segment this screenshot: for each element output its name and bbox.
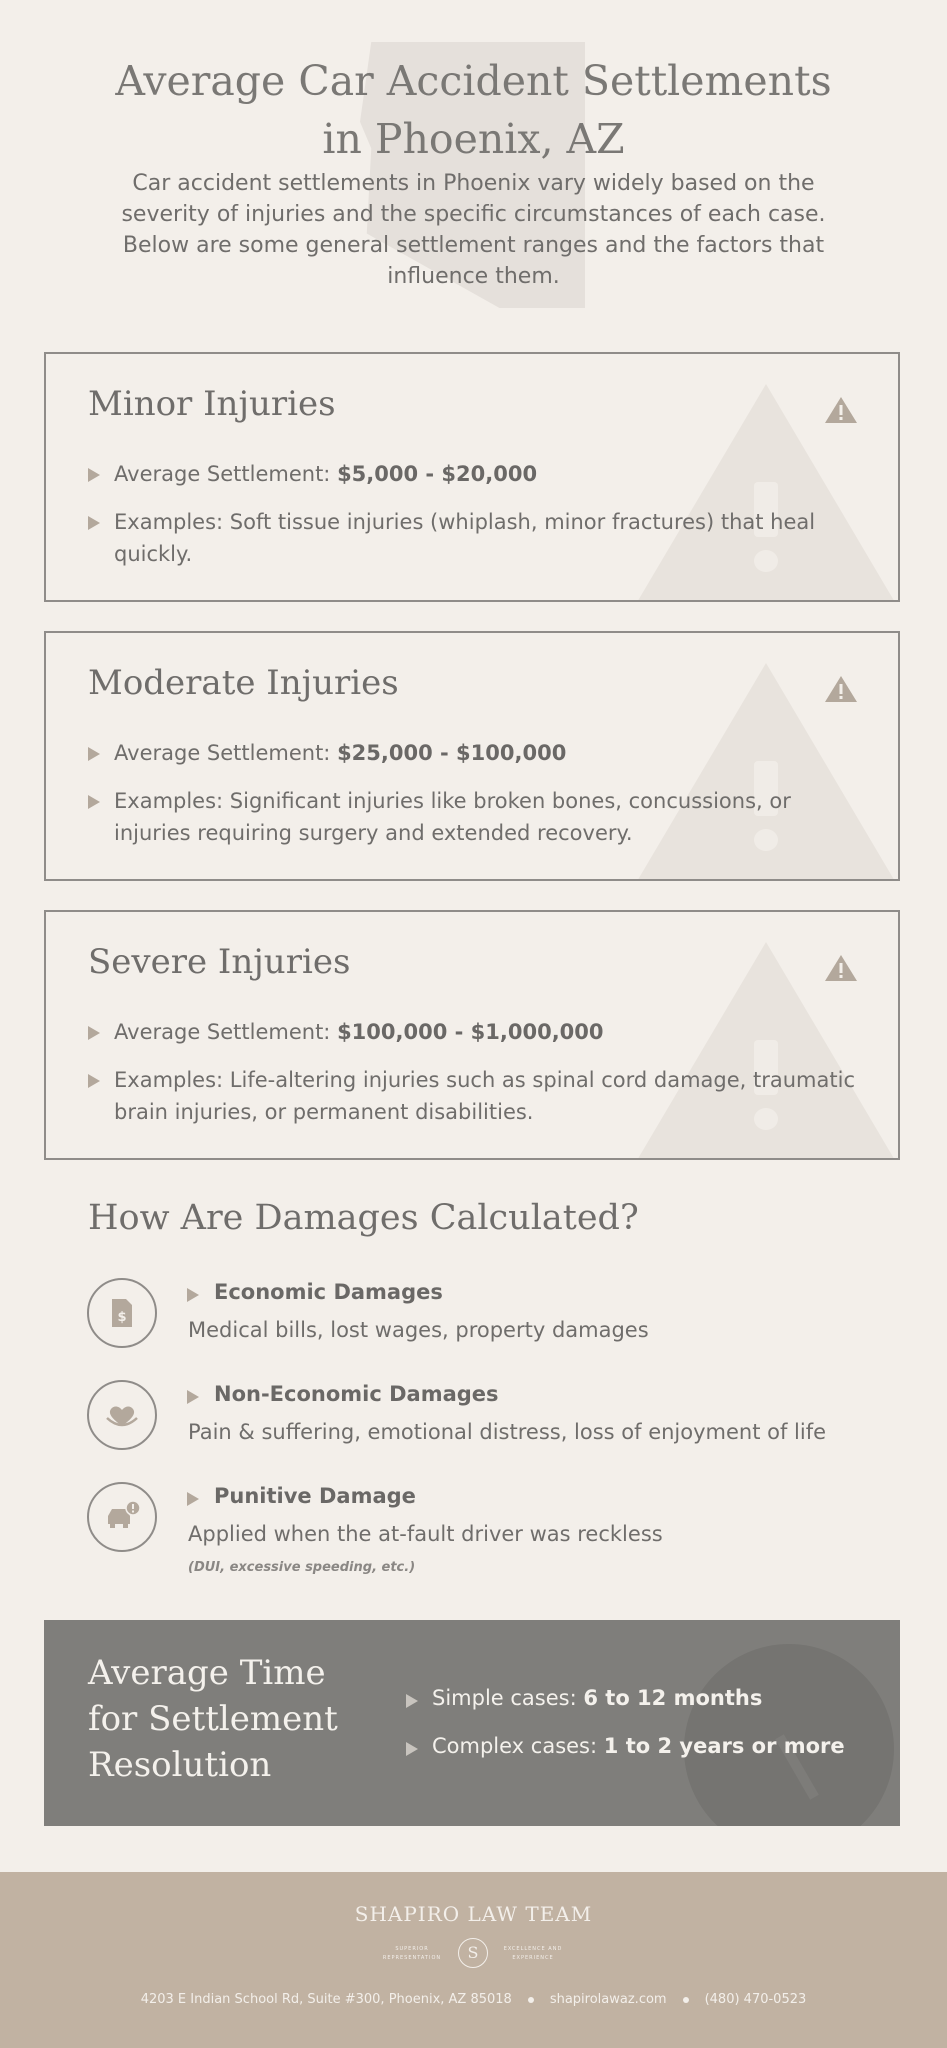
bullet-arrow-icon	[406, 1742, 418, 1756]
footer	[0, 1872, 947, 2048]
settlement-time-title: Average Time for Settlement Resolution	[88, 1653, 338, 1785]
card-moderate-injuries	[44, 631, 900, 881]
brand-name: SHAPIRO LAW TEAM	[354, 1902, 593, 1926]
bullet-arrow-icon	[406, 1694, 418, 1708]
money-document-icon	[87, 1278, 157, 1348]
warning-icon	[824, 675, 858, 703]
phone-link[interactable]: (480) 470-0523	[704, 1992, 807, 2007]
address-text: 4203 E Indian School Rd, Suite #300, Phoenix, AZ 85018	[140, 1992, 512, 2007]
bullet-arrow-icon	[187, 1390, 199, 1404]
simple-label: Simple cases:	[432, 1686, 584, 1710]
damage-item-economic	[87, 1278, 867, 1368]
examples-row	[88, 785, 868, 849]
examples-text: Examples: Significant injuries like broken bones, concussions, or injuries requiring surgery and extended recovery.	[114, 789, 791, 845]
separator-dot	[528, 1997, 534, 2003]
examples-text: Examples: Soft tissue injuries (whiplash, minor fractures) that heal quickly.	[114, 510, 816, 566]
card-title: Severe Injuries	[88, 942, 351, 982]
bullet-arrow-icon	[88, 795, 100, 809]
avg-label: Average Settlement:	[114, 1020, 338, 1044]
bullet-arrow-icon	[187, 1288, 199, 1302]
tagline-left: SUPERIOR REPRESENTATION	[382, 1946, 442, 1961]
damage-heading: Non-Economic Damages	[214, 1382, 499, 1406]
damage-item-non-economic	[87, 1380, 867, 1470]
card-title: Moderate Injuries	[88, 663, 399, 703]
damages-title: How Are Damages Calculated?	[88, 1198, 639, 1238]
damage-note: (DUI, excessive speeding, etc.)	[188, 1560, 416, 1575]
logo-seal-icon: S	[458, 1938, 488, 1968]
svg-text:$: $	[117, 1310, 127, 1325]
card-severe-injuries	[44, 910, 900, 1160]
page-title	[0, 52, 947, 168]
damage-description: Pain & suffering, emotional distress, loss of enjoyment of life	[188, 1420, 827, 1444]
car-alert-icon	[87, 1482, 157, 1552]
separator-dot	[683, 1997, 689, 2003]
title-line-1: Average Car Accident Settlements	[115, 57, 832, 105]
complex-value: 1 to 2 years or more	[603, 1734, 845, 1758]
heart-hand-icon	[87, 1380, 157, 1450]
avg-label: Average Settlement:	[114, 462, 338, 486]
title-line-2: in Phoenix, AZ	[322, 115, 625, 163]
damage-description: Medical bills, lost wages, property damages	[188, 1318, 649, 1342]
avg-value: $25,000 - $100,000	[337, 741, 567, 765]
damage-heading: Punitive Damage	[214, 1484, 416, 1508]
examples-row	[88, 1064, 868, 1128]
damage-description: Applied when the at-fault driver was reckless	[188, 1522, 663, 1546]
bullet-arrow-icon	[88, 1074, 100, 1088]
simple-cases-row	[406, 1686, 762, 1710]
avg-value: $5,000 - $20,000	[337, 462, 538, 486]
bullet-arrow-icon	[88, 747, 100, 761]
average-settlement-row	[88, 737, 868, 769]
intro-text: Car accident settlements in Phoenix vary widely based on the severity of injuries and the specific circumstances of each case. Below are some general settlement ranges and the factors that influence them.	[121, 171, 826, 289]
examples-row	[88, 506, 868, 570]
bullet-arrow-icon	[187, 1492, 199, 1506]
website-link[interactable]: shapirolawaz.com	[549, 1992, 667, 2007]
average-settlement-row	[88, 1016, 868, 1048]
avg-label: Average Settlement:	[114, 741, 338, 765]
bullet-arrow-icon	[88, 516, 100, 530]
simple-value: 6 to 12 months	[583, 1686, 763, 1710]
card-title: Minor Injuries	[88, 384, 336, 424]
warning-icon	[824, 396, 858, 424]
avg-value: $100,000 - $1,000,000	[337, 1020, 604, 1044]
examples-text: Examples: Life-altering injuries such as spinal cord damage, traumatic brain injuries, or permanent disabilities.	[114, 1068, 855, 1124]
complex-cases-row	[406, 1734, 845, 1758]
warning-icon	[824, 954, 858, 982]
bullet-arrow-icon	[88, 1026, 100, 1040]
card-minor-injuries	[44, 352, 900, 602]
average-settlement-row	[88, 458, 868, 490]
bullet-arrow-icon	[88, 468, 100, 482]
settlement-time-box	[44, 1620, 900, 1826]
complex-label: Complex cases:	[432, 1734, 604, 1758]
tagline-right: EXCELLENCE AND EXPERIENCE	[503, 1946, 563, 1961]
contact-line	[0, 1992, 947, 2007]
damage-item-punitive	[87, 1482, 867, 1575]
damage-heading: Economic Damages	[214, 1280, 443, 1304]
